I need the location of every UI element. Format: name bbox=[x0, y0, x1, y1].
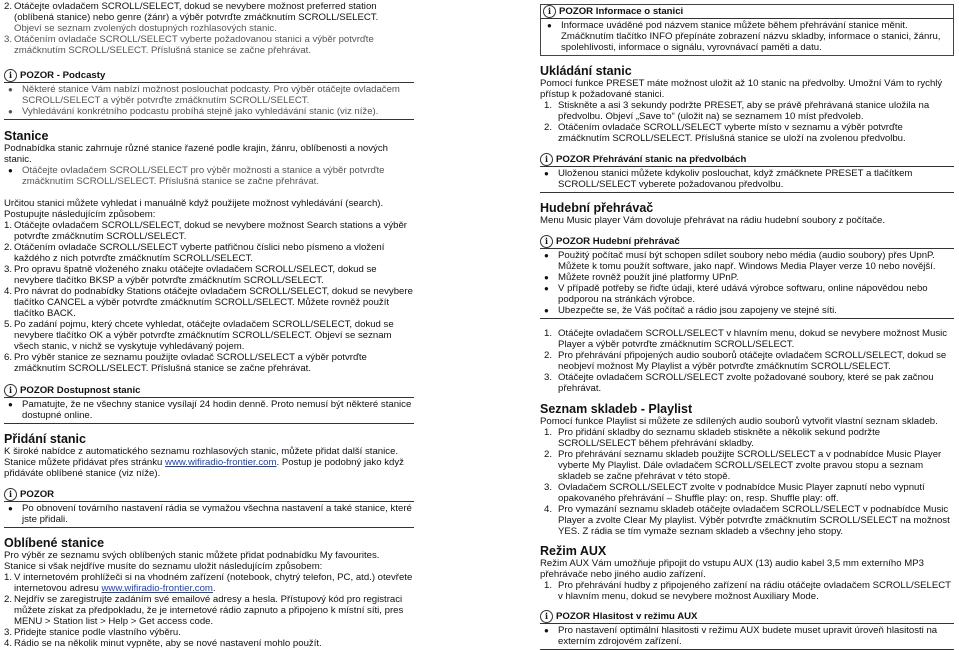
note-item: ● Ubezpečte se, že Váš počítač a rádio jsou zapojeny ve stejné síti. bbox=[544, 305, 837, 316]
section-heading-aux: Režim AUX bbox=[540, 544, 607, 558]
section-heading-stanice: Stanice bbox=[4, 129, 49, 143]
search-step: 3. Pro opravu špatně vloženého znaku otáčejte ovladačem SCROLL/SELECT, dokud se nevybere tlačítko BKSP a výběr potvrďte zmáčknutím SCROLL/SELECT. bbox=[4, 264, 377, 286]
note-prehravani bbox=[540, 153, 954, 193]
info-icon: i bbox=[540, 610, 553, 623]
note-item: ● V případě potřeby se řiďte údaji, které udává výrobce softwaru, online nápovědou nebo podporou na stránkách výrobce. bbox=[544, 283, 928, 305]
note-item: ● Pamatujte, že ne všechny stanice vysílají 24 hodin denně. Proto nemusí být některé stanice dostupné online. bbox=[8, 399, 412, 421]
section-heading-ukladani: Ukládání stanic bbox=[540, 64, 632, 78]
section-heading-seznam: Seznam skladeb - Playlist bbox=[540, 402, 693, 416]
info-icon: i bbox=[543, 5, 556, 18]
hudebni-step: 1. Otáčejte ovladačem SCROLL/SELECT v hlavním menu, dokud se nevybere možnost Music Player a výběr potvrďte zmáčknutím SCROLL/SELECT. bbox=[544, 328, 948, 350]
ukladani-step: 2. Otáčením ovladače SCROLL/SELECT vyberte místo v seznamu a výběr potvrďte zmáčknutím SCROLL/SELECT. Příslušná stanice se uloží na zvolenou předvolbu. bbox=[544, 122, 906, 144]
note-item: ● Můžete rovněž použít jiné platformy UPnP. bbox=[544, 272, 739, 283]
note-item: ● Některé stanice Vám nabízí možnost poslouchat podcasty. Pro výběr otáčejte ovladačem SCROLL/SELECT a výběr potvrďte zmáčknutím SCROLL/SELECT. bbox=[8, 84, 400, 106]
note-header: i POZOR Přehrávání stanic na předvolbách bbox=[540, 153, 954, 167]
oblibene-step: 3. Přidejte stanice podle vlastního výběru. bbox=[4, 627, 181, 638]
note-header: i POZOR Hlasitost v režimu AUX bbox=[540, 610, 954, 624]
search-steps bbox=[4, 220, 414, 374]
ukladani-step: 1. Stiskněte a asi 3 sekundy podržte PRESET, aby se právě přehrávaná stanice uložila na předvolbu. Objeví „Save to“ (uložit na) se seznamem 10 míst předvoleb. bbox=[544, 100, 930, 122]
ukladani-paragraph: Pomocí funkce PRESET máte možnost uložit až 10 stanic na předvolby. Umožní Vám to rychlý přístup k požadované stanici. bbox=[540, 78, 943, 100]
bullet-icon: ● bbox=[544, 273, 549, 282]
note-hudebni bbox=[540, 235, 954, 319]
search-step: 6. Pro výběr stanice ze seznamu použijte ovladač SCROLL/SELECT a výběr potvrďte zmáčknutím SCROLL/SELECT. Příslušná stanice se začne přehrávat. bbox=[4, 352, 367, 374]
seznam-steps bbox=[540, 427, 954, 537]
bullet-icon: ● bbox=[8, 504, 13, 513]
info-icon: i bbox=[4, 69, 17, 82]
bullet-icon: ● bbox=[544, 626, 549, 635]
intro-steps bbox=[4, 1, 414, 56]
stanice-paragraph: Podnabídka stanic zahrnuje různé stanice řazené podle krajin, žánru, oblíbenosti a nových stanic. bbox=[4, 143, 388, 165]
note-dostupnost bbox=[4, 384, 414, 424]
oblibene-step: 4. Rádio se na několik minut vypněte, aby se nové nastavení mohlo použít. bbox=[4, 638, 322, 649]
info-icon: i bbox=[540, 153, 553, 166]
note-item: ● Pro nastavení optimální hlasitosti v režimu AUX budete muset upravit úroveň hlasitosti na externím zdrojovém zařízení. bbox=[544, 625, 938, 647]
search-step: 1. Otáčejte ovladačem SCROLL/SELECT, dokud se nevybere možnost Search stations a výběr potvrďte zmáčknutím SCROLL/SELECT. bbox=[4, 220, 408, 242]
note-item: ● Po obnovení továrního nastavení rádia se vymažou všechna nastavení a také stanice, které jste přidali. bbox=[8, 503, 412, 525]
bullet-icon: ● bbox=[544, 306, 549, 315]
bullet-icon: ● bbox=[8, 166, 13, 175]
bullet-icon: ● bbox=[8, 107, 13, 116]
note-header: i POZOR bbox=[4, 488, 414, 502]
note-info bbox=[540, 4, 954, 56]
oblibene-step: 1. V internetovém prohlížeči si na vhodném zařízení (notebook, chytrý telefon, PC, atd.) otevřete internetovou adresu www.wifiradio-frontier.com. bbox=[4, 572, 413, 594]
bullet-icon: ● bbox=[544, 169, 549, 178]
website-link[interactable]: www.wifiradio-frontier.com bbox=[165, 457, 277, 468]
note-header: i POZOR - Podcasty bbox=[4, 69, 414, 83]
bullet-icon: ● bbox=[547, 21, 552, 30]
search-step: 4. Pro návrat do podnabídky Stations otáčejte ovladačem SCROLL/SELECT, dokud se nevybere tlačítko CANCEL a výběr potvrďte zmáčknutím SCROLL/SELECT. Můžete rovněž použít tlačítko BACK. bbox=[4, 286, 413, 319]
note-item: ● Použitý počítač musí být schopen sdílet soubory nebo média (audio soubory) přes UpnP. Můžete k tomu použít software, jako např. Windows Media Player verze 10 nebo novější. bbox=[544, 250, 936, 272]
note-pozor bbox=[4, 488, 414, 528]
bullet-icon: ● bbox=[544, 251, 549, 260]
seznam-paragraph: Pomocí funkce Playlist si můžete ze sdílených audio souborů vytvořit vlastní seznam skladeb. bbox=[540, 416, 938, 427]
info-icon: i bbox=[4, 384, 17, 397]
search-step: 2. Otáčením ovladače SCROLL/SELECT vyberte patřičnou číslici nebo písmeno a vložení každého z nich potvrďte zmáčknutím SCROLL/SELECT. bbox=[4, 242, 385, 264]
note-header: i POZOR Hudební přehrávač bbox=[540, 235, 954, 249]
note-header: i POZOR Informace o stanici bbox=[541, 5, 953, 19]
section-heading-pridani: Přidání stanic bbox=[4, 432, 86, 446]
bullet-icon: ● bbox=[8, 400, 13, 409]
section-heading-oblibene: Oblíbené stanice bbox=[4, 536, 105, 550]
info-icon: i bbox=[540, 235, 553, 248]
ukladani-steps bbox=[540, 100, 954, 144]
hudebni-steps bbox=[540, 328, 954, 394]
search-step: 5. Po zadání pojmu, který chcete vyhledat, otáčejte ovladačem SCROLL/SELECT, dokud se nevybere tlačítko OK a výběr potvrďte zmáčknutím SCROLL/SELECT. Objeví se seznam všech stanic, v nichž se vyskytuje vyhledávaný pojem. bbox=[4, 319, 394, 352]
note-header: i POZOR Dostupnost stanic bbox=[4, 384, 414, 398]
hudebni-step: 2. Pro přehrávání připojených audio souborů otáčejte ovladačem SCROLL/SELECT, dokud se neobjeví možnost My Playlist a výběr potvrďte zmáčknutím SCROLL/SELECT. bbox=[544, 350, 947, 372]
section-heading-hudebni: Hudební přehrávač bbox=[540, 201, 654, 215]
pridani-paragraph: K široké nabídce z automatického seznamu rozhlasových stanic, můžete přidat další stanice. Stanice můžete přidávat přes stránku www.wifiradio-frontier.com. Postup je podobný jako když přidáváte oblíbené stanice (viz níže). bbox=[4, 446, 404, 479]
oblibene-step: 2. Nejdřív se zaregistrujte zadáním své emailové adresy a hesla. Přístupový kód pro registraci můžete získat za předpokladu, že je internetové rádio zapnuto a připojeno k místní síti, pres MENU > Station list > Help > Get access code. bbox=[4, 594, 404, 627]
info-icon: i bbox=[4, 488, 17, 501]
website-link[interactable]: www.wifiradio-frontier.com bbox=[101, 583, 213, 594]
note-aux bbox=[540, 610, 954, 650]
intro-step: 2. Otáčejte ovladačem SCROLL/SELECT, dokud se nevybere možnost preferred station (oblíbená stanice) nebo genre (žánr) a výběr potvrďte zmáčknutím SCROLL/SELECT. bbox=[4, 1, 379, 23]
note-item: ● Uloženou stanici můžete kdykoliv poslouchat, když zmáčknete PRESET a tlačítkem SCROLL/SELECT vyberete požadovanou předvolbu. bbox=[544, 168, 913, 190]
bullet-icon: ● bbox=[544, 284, 549, 293]
aux-paragraph: Režim AUX Vám umožňuje připojit do vstupu AUX (13) audio kabel 3,5 mm externího MP3 přehrávače nebo jiného audio zařízení. bbox=[540, 558, 924, 580]
seznam-step: 2. Pro přehrávání seznamu skladeb použijte SCROLL/SELECT a v podnabídce Music Player vyberte My Playlist. Dále ovladačem SCROLL/SELECT zvolte pravou stopu a seznam skladeb se začne přehrávat v této stopě. bbox=[544, 449, 942, 482]
oblibene-steps bbox=[4, 572, 414, 649]
note-podcasty bbox=[4, 69, 414, 120]
bullet-icon: ● bbox=[8, 85, 13, 94]
left-column bbox=[4, 0, 414, 649]
hudebni-paragraph: Menu Music player Vám dovoluje přehrávat na rádiu hudební soubory z počítače. bbox=[540, 215, 886, 226]
search-intro: Určitou stanici můžete vyhledat i manuálně když použijete možnost vyhledávání (search). Postupujte následujícím způsobem: bbox=[4, 198, 384, 220]
seznam-step: 3. Ovladačem SCROLL/SELECT zvolte v podnabídce Music Player zapnutí nebo vypnutí opakovaného přehrávání – Shuffle play: on, resp. Shuffle play: off. bbox=[544, 482, 925, 504]
stanice-bullet: ● Otáčejte ovladačem SCROLL/SELECT pro výběr možnosti a stanice a výběr potvrďte zmáčknutím SCROLL/SELECT. Příslušná stanice se začne přehrávat. bbox=[8, 165, 385, 187]
oblibene-paragraph: Pro výběr ze seznamu svých oblíbených stanic můžete přidat podnabídku My favourites. Stanice si však nejdříve musíte do seznamu uložit následujícím způsobem: bbox=[4, 550, 380, 572]
intro-step: 3. Otáčením ovladače SCROLL/SELECT vyberte požadovanou stanici a výběr potvrďte zmáčknutím SCROLL/SELECT. Příslušná stanice se začne přehrávat. bbox=[4, 34, 374, 56]
seznam-step: 1. Pro přidání skladby do seznamu skladeb stiskněte a několik sekund podržte SCROLL/SELECT během přehrávání skladby. bbox=[544, 427, 881, 449]
seznam-step: 4. Pro vymazání seznamu skladeb otáčejte ovladačem SCROLL/SELECT v podnabídce Music Player a zvolte Clear My playlist. Výběr potvrďte zmáčknutím SCROLL/SELECT na možnost YES. Z rádia se tím vymaže seznam skladeb a všechny jeho stopy. bbox=[544, 504, 950, 537]
note-item: ● Vyhledávání konkrétního podcastu probíhá stejně jako vyhledávání stanic (viz níže). bbox=[8, 106, 379, 117]
intro-step: Objeví se seznam zvolených dostupných rozhlasových stanic. bbox=[14, 23, 277, 34]
hudebni-step: 3. Otáčejte ovladačem SCROLL/SELECT zvolte požadované soubory, které se pak začnou přehrávat. bbox=[544, 372, 934, 394]
right-column bbox=[540, 0, 954, 650]
aux-steps bbox=[540, 580, 954, 602]
aux-step: 1. Pro přehrávání hudby z připojeného zařízení na rádiu otáčejte ovladačem SCROLL/SELECT v hlavním menu, dokud se nevybere možnost Auxiliary Mode. bbox=[544, 580, 951, 602]
note-item: ● Informace uváděné pod názvem stanice můžete během přehrávání stanice měnit. Zmáčknutím tlačítko INFO přepínáte zobrazení názvu skladby, informace o stanici, žánru, spolehlivosti, informace o signálu, vyrovnávací paměti a datu. bbox=[547, 20, 941, 53]
